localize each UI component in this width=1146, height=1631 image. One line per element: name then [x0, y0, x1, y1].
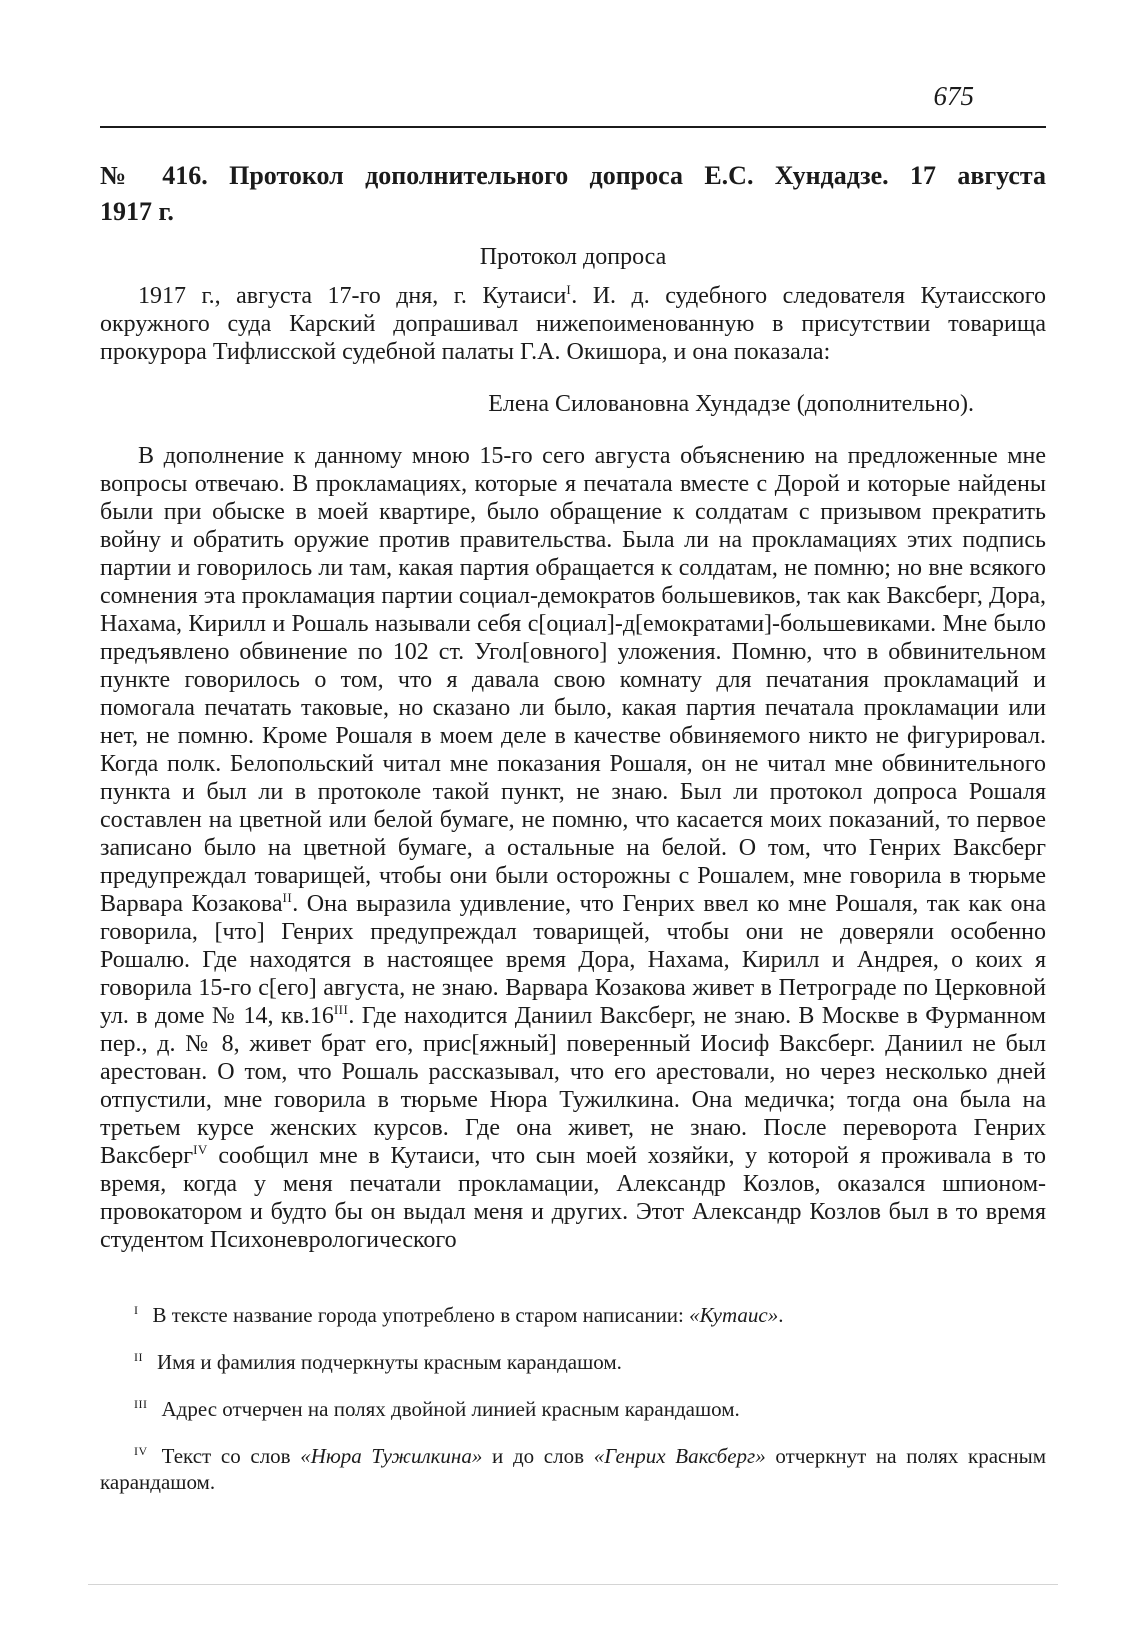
footnote-ref-1: I — [566, 282, 572, 297]
footnote-4-italic: «Генрих Ваксберг» — [593, 1444, 766, 1468]
page-bottom-rule — [88, 1584, 1058, 1585]
intro-text-run: . И. д. судебного следователя Кутаисского окружного суда Карский допрашивал нижепоименованную в присутствии товарища прокурора Тифлисской судебной палаты Г.А. Окишора, и она показала: — [100, 283, 1046, 365]
footnote-2-marker: II — [134, 1350, 143, 1364]
footnote-1-marker: I — [134, 1303, 139, 1317]
footnote-4-text: Текст со слов — [161, 1444, 301, 1468]
footnote-ref-4: IV — [193, 1142, 208, 1157]
footnote-1-text: В тексте название города употреблено в старом написании: — [152, 1303, 690, 1327]
document-heading-line1: № 416. Протокол дополнительного допроса Е.С. Хундадзе. 17 августа — [100, 161, 1046, 190]
testimony-text-run: сообщил мне в Кутаиси, что сын моей хозяйки, у которой я проживала в то время, когда у меня печатали прокламации, Александр Козлов, оказался шпионом-провокатором и будто бы он выдал меня и других. Этот Александр Козлов был в то время студентом Психоневрологического — [100, 1143, 1046, 1253]
footnote-3-text: Адрес отчерчен на полях двойной линией красным карандашом. — [161, 1397, 740, 1421]
footnote-4-italic: «Нюра Тужилкина» — [300, 1444, 483, 1468]
footnote-4-marker: IV — [134, 1444, 148, 1458]
text-column — [100, 0, 1046, 1516]
footnote-1-italic: «Кутаис» — [689, 1303, 779, 1327]
footnote-3-marker: III — [134, 1397, 148, 1411]
footnote-ref-2: II — [282, 890, 293, 905]
footnote-4-text: и до слов — [482, 1444, 594, 1468]
testimony-text-run: . Она выразила удивление, что Генрих ввел ко мне Рошаля, так как она говорила, [что] Генрих предупреждал товарищей, чтобы они не доверяли особенно Рошалю. Где находятся в настоящее время Дора, Нахама, Кирилл и Андрея, о коих я говорила 15-го с[его] августа, не знаю. Варвара Козакова живет в Петрограде по Церковной ул. в доме № 14, кв.16 — [100, 891, 1046, 1029]
footnote-4 — [100, 1443, 1046, 1495]
deponent-name-line: Елена Силовановна Хундадзе (дополнительно). — [488, 391, 974, 417]
testimony-paragraph — [100, 442, 1046, 1254]
footnote-ref-3: III — [333, 1002, 349, 1017]
footnote-2-text: Имя и фамилия подчеркнуты красным карандашом. — [157, 1350, 622, 1374]
header-rule — [100, 126, 1046, 128]
footnote-1 — [100, 1302, 1046, 1328]
intro-paragraph — [100, 282, 1046, 366]
footnotes-section — [100, 1302, 1046, 1495]
intro-text-run: 1917 г., августа 17-го дня, г. Кутаиси — [138, 283, 567, 309]
footnote-4-text: отчеркнут на полях красным карандашом. — [100, 1444, 1046, 1494]
document-heading-line2: 1917 г. — [100, 197, 174, 226]
protocol-subtitle: Протокол допроса — [479, 244, 667, 270]
testimony-text-run: . Где находится Даниил Ваксберг, не знаю. В Москве в Фурманном пер., д. № 8, живет брат его, прис[яжный] поверенный Иосиф Ваксберг. Даниил не был арестован. О том, что Рошаль рассказывал, что его арестовали, но через несколько дней отпустили, мне говорила в тюрьме Нюра Тужилкина. Она медичка; тогда она была на третьем курсе женских курсов. Где она живет, не знаю. После переворота Генрих Ваксберг — [100, 1003, 1046, 1169]
footnote-3 — [100, 1396, 1046, 1422]
document-heading — [100, 158, 1046, 230]
page-number: 675 — [933, 81, 974, 111]
testimony-text-run: В дополнение к данному мною 15-го сего августа объяснению на предложенные мне вопросы отвечаю. В прокламациях, которые я печатала вместе с Дорой и которые найдены были при обыске в моей квартире, было обращение к солдатам с призывом прекратить войну и обратить оружие против правительства. Была ли на прокламациях этих подпись партии и говорилось ли там, какая партия обращается к солдатам, не помню; но вне всякого сомнения эта прокламация партии социал-демократов большевиков, так как Ваксберг, Дора, Нахама, Кирилл и Рошаль называли себя с[оциал]-д[емократами]-большевиками. Мне было предъявлено обвинение по 102 ст. Угол[овного] уложения. Помню, что в обвинительном пункте говорилось о том, что я давала свою комнату для печатания прокламаций и помогала печатать таковые, но сказано ли было, какая партия печатала прокламации или нет, не помню. Кроме Рошаля в моем деле в качестве обвиняемого никто не фигурировал. Когда полк. Белопольский читал мне показания Рошаля, он не читал мне обвинительного пункта и был ли в протоколе такой пункт, не знаю. Был ли протокол допроса Рошаля составлен на цветной или белой бумаге, не помню, что касается моих показаний, то первое записано было на цветной бумаге, а остальные на белой. О том, что Генрих Ваксберг предупреждал товарищей, чтобы они были осторожны с Рошалем, мне говорила в тюрьме Варвара Козакова — [100, 443, 1046, 917]
footnote-2 — [100, 1349, 1046, 1375]
footnote-1-text: . — [778, 1303, 784, 1327]
